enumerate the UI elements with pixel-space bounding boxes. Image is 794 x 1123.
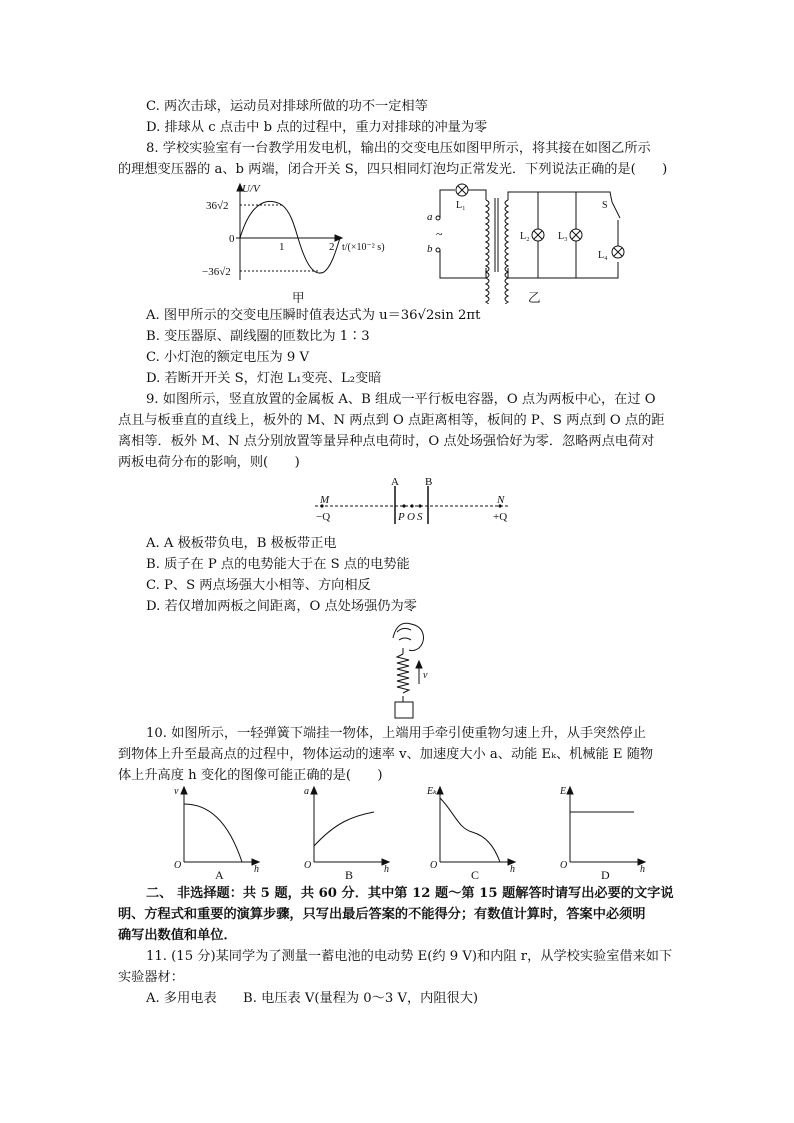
curve-C bbox=[440, 798, 500, 862]
graph-tick-2: 2 bbox=[329, 241, 335, 253]
question-11-line3: A. 多用电表 B. 电压表 V(量程为 0～3 V，内阻很大) bbox=[146, 991, 479, 1006]
figure-8 bbox=[190, 180, 630, 304]
charge-pos-label: +Q bbox=[493, 511, 508, 523]
lamp-L3-label: L₃ bbox=[558, 231, 568, 242]
graph-C-x: h bbox=[510, 864, 515, 875]
ac-symbol: ~ bbox=[436, 227, 443, 241]
question-10-line2: 到物体上升至最高点的过程中，物体运动的速率 v、加速度大小 a、动能 Eₖ、机械能 E 随物 bbox=[118, 747, 654, 762]
curve-B bbox=[314, 812, 374, 846]
lamp-L2-label: L₂ bbox=[520, 231, 530, 242]
velocity-label: v bbox=[423, 670, 428, 681]
point-M-label: M bbox=[320, 494, 330, 506]
graph-D-origin: O bbox=[560, 860, 568, 871]
option-9d: D. 若仅增加两板之间距离，O 点处场强仍为零 bbox=[146, 599, 417, 614]
figure-10-graphs bbox=[168, 784, 658, 880]
option-8a: A. 图甲所示的交变电压瞬时值表达式为 u＝36√2sin 2πt bbox=[146, 308, 481, 323]
charge-neg-label: −Q bbox=[316, 511, 331, 523]
graph-jia bbox=[236, 184, 342, 280]
graph-y-label: U/V bbox=[242, 183, 260, 195]
question-8-line1: 8. 学校实验室有一台教学用发电机，输出的交变电压如图甲所示，将其接在如图乙所示 bbox=[146, 141, 651, 156]
graph-y-bottom: −36√2 bbox=[202, 266, 231, 278]
graph-x-label: t/(×10⁻² s) bbox=[342, 242, 385, 253]
option-8c: C. 小灯泡的额定电压为 9 V bbox=[146, 350, 309, 365]
terminal-a: a bbox=[427, 211, 433, 223]
option-9a: A. A 极板带负电，B 极板带正电 bbox=[146, 536, 337, 551]
graph-y-top: 36√2 bbox=[206, 200, 229, 212]
point-P-label: P bbox=[398, 511, 405, 523]
point-O-label: O bbox=[407, 511, 415, 523]
caption-yi: 乙 bbox=[528, 290, 541, 305]
graph-B-caption: B bbox=[345, 868, 354, 880]
graph-C-caption: C bbox=[471, 868, 480, 880]
question-9-line1: 9. 如图所示，竖直放置的金属板 A、B 组成一平行板电容器，O 点为两板中心，在过 O bbox=[146, 392, 656, 407]
option-8c-prev: C. 两次击球，运动员对排球所做的功不一定相等 bbox=[146, 99, 428, 114]
graph-A-x: h bbox=[254, 864, 259, 875]
option-8d-prev: D. 排球从 c 点击中 b 点的过程中，重力对排球的冲量为零 bbox=[146, 120, 488, 135]
plate-A-label: A bbox=[391, 476, 399, 488]
graph-C-y: Eₖ bbox=[427, 786, 437, 797]
option-8d: D. 若断开开关 S，灯泡 L₁变亮、L₂变暗 bbox=[146, 371, 382, 386]
point-N-label: N bbox=[497, 494, 505, 506]
figure-10-spring bbox=[385, 618, 435, 722]
graph-A-y: v bbox=[174, 786, 179, 797]
question-8-line2: 的理想变压器的 a、b 两端，闭合开关 S，四只相同灯泡均正常发光．下列说法正确的是( ) bbox=[118, 162, 668, 177]
graph-B-x: h bbox=[384, 864, 389, 875]
question-9-line3: 离相等．板外 M、N 点分别放置等量异种点电荷时，O 点处场强恰好为零．忽略两点电荷对 bbox=[118, 434, 655, 449]
option-8b: B. 变压器原、副线圈的匝数比为 1∶3 bbox=[146, 329, 370, 344]
lamp-L1-label: L₁ bbox=[456, 200, 466, 211]
question-9-line2: 点且与板垂直的直线上，板外的 M、N 两点到 O 点距离相等，板间的 P、S 两点到 O 点的距 bbox=[118, 413, 665, 428]
graph-D-y: E bbox=[560, 786, 567, 797]
section-2-line1: 二、 非选择题：共 5 题，共 60 分．其中第 12 题～第 15 题解答时请写出必要的文字说 bbox=[146, 886, 674, 901]
graph-D-caption: D bbox=[601, 868, 610, 880]
graph-A-origin: O bbox=[174, 860, 182, 871]
caption-jia: 甲 bbox=[292, 290, 305, 305]
point-S-label: S bbox=[417, 511, 423, 523]
graph-B-y: a bbox=[304, 786, 309, 797]
curve-A bbox=[184, 804, 242, 862]
graph-B-origin: O bbox=[304, 860, 312, 871]
question-11-line1: 11. (15 分)某同学为了测量一蓄电池的电动势 E(约 9 V)和内阻 r，从学校实验室借来如下 bbox=[146, 949, 673, 964]
graph-C-origin: O bbox=[430, 860, 438, 871]
terminal-b: b bbox=[427, 243, 433, 255]
question-10-line1: 10. 如图所示，一轻弹簧下端挂一物体，上端用手牵引使重物匀速上升，从手突然停止 bbox=[146, 726, 646, 741]
section-2-line3: 确写出数值和单位． bbox=[118, 928, 237, 943]
switch-S-label: S bbox=[602, 200, 608, 211]
section-2-line2: 明、方程式和重要的演算步骤，只写出最后答案的不能得分；有数值计算时，答案中必须明 bbox=[118, 907, 646, 922]
figure-9 bbox=[300, 474, 540, 528]
option-9b: B. 质子在 P 点的电势能大于在 S 点的电势能 bbox=[146, 557, 410, 572]
graph-tick-1: 1 bbox=[279, 241, 285, 253]
option-9c: C. P、S 两点场强大小相等、方向相反 bbox=[146, 578, 371, 593]
graph-D-x: h bbox=[640, 864, 645, 875]
question-9-line4: 两板电荷分布的影响，则( ) bbox=[118, 455, 300, 470]
lamp-L4-label: L₄ bbox=[598, 250, 608, 261]
question-11-line2: 实验器材： bbox=[118, 970, 184, 985]
plate-B-label: B bbox=[425, 476, 433, 488]
graph-A-caption: A bbox=[215, 868, 224, 880]
graph-origin: 0 bbox=[229, 233, 235, 245]
question-10-line3: 体上升高度 h 变化的图像可能正确的是( ) bbox=[118, 768, 383, 783]
